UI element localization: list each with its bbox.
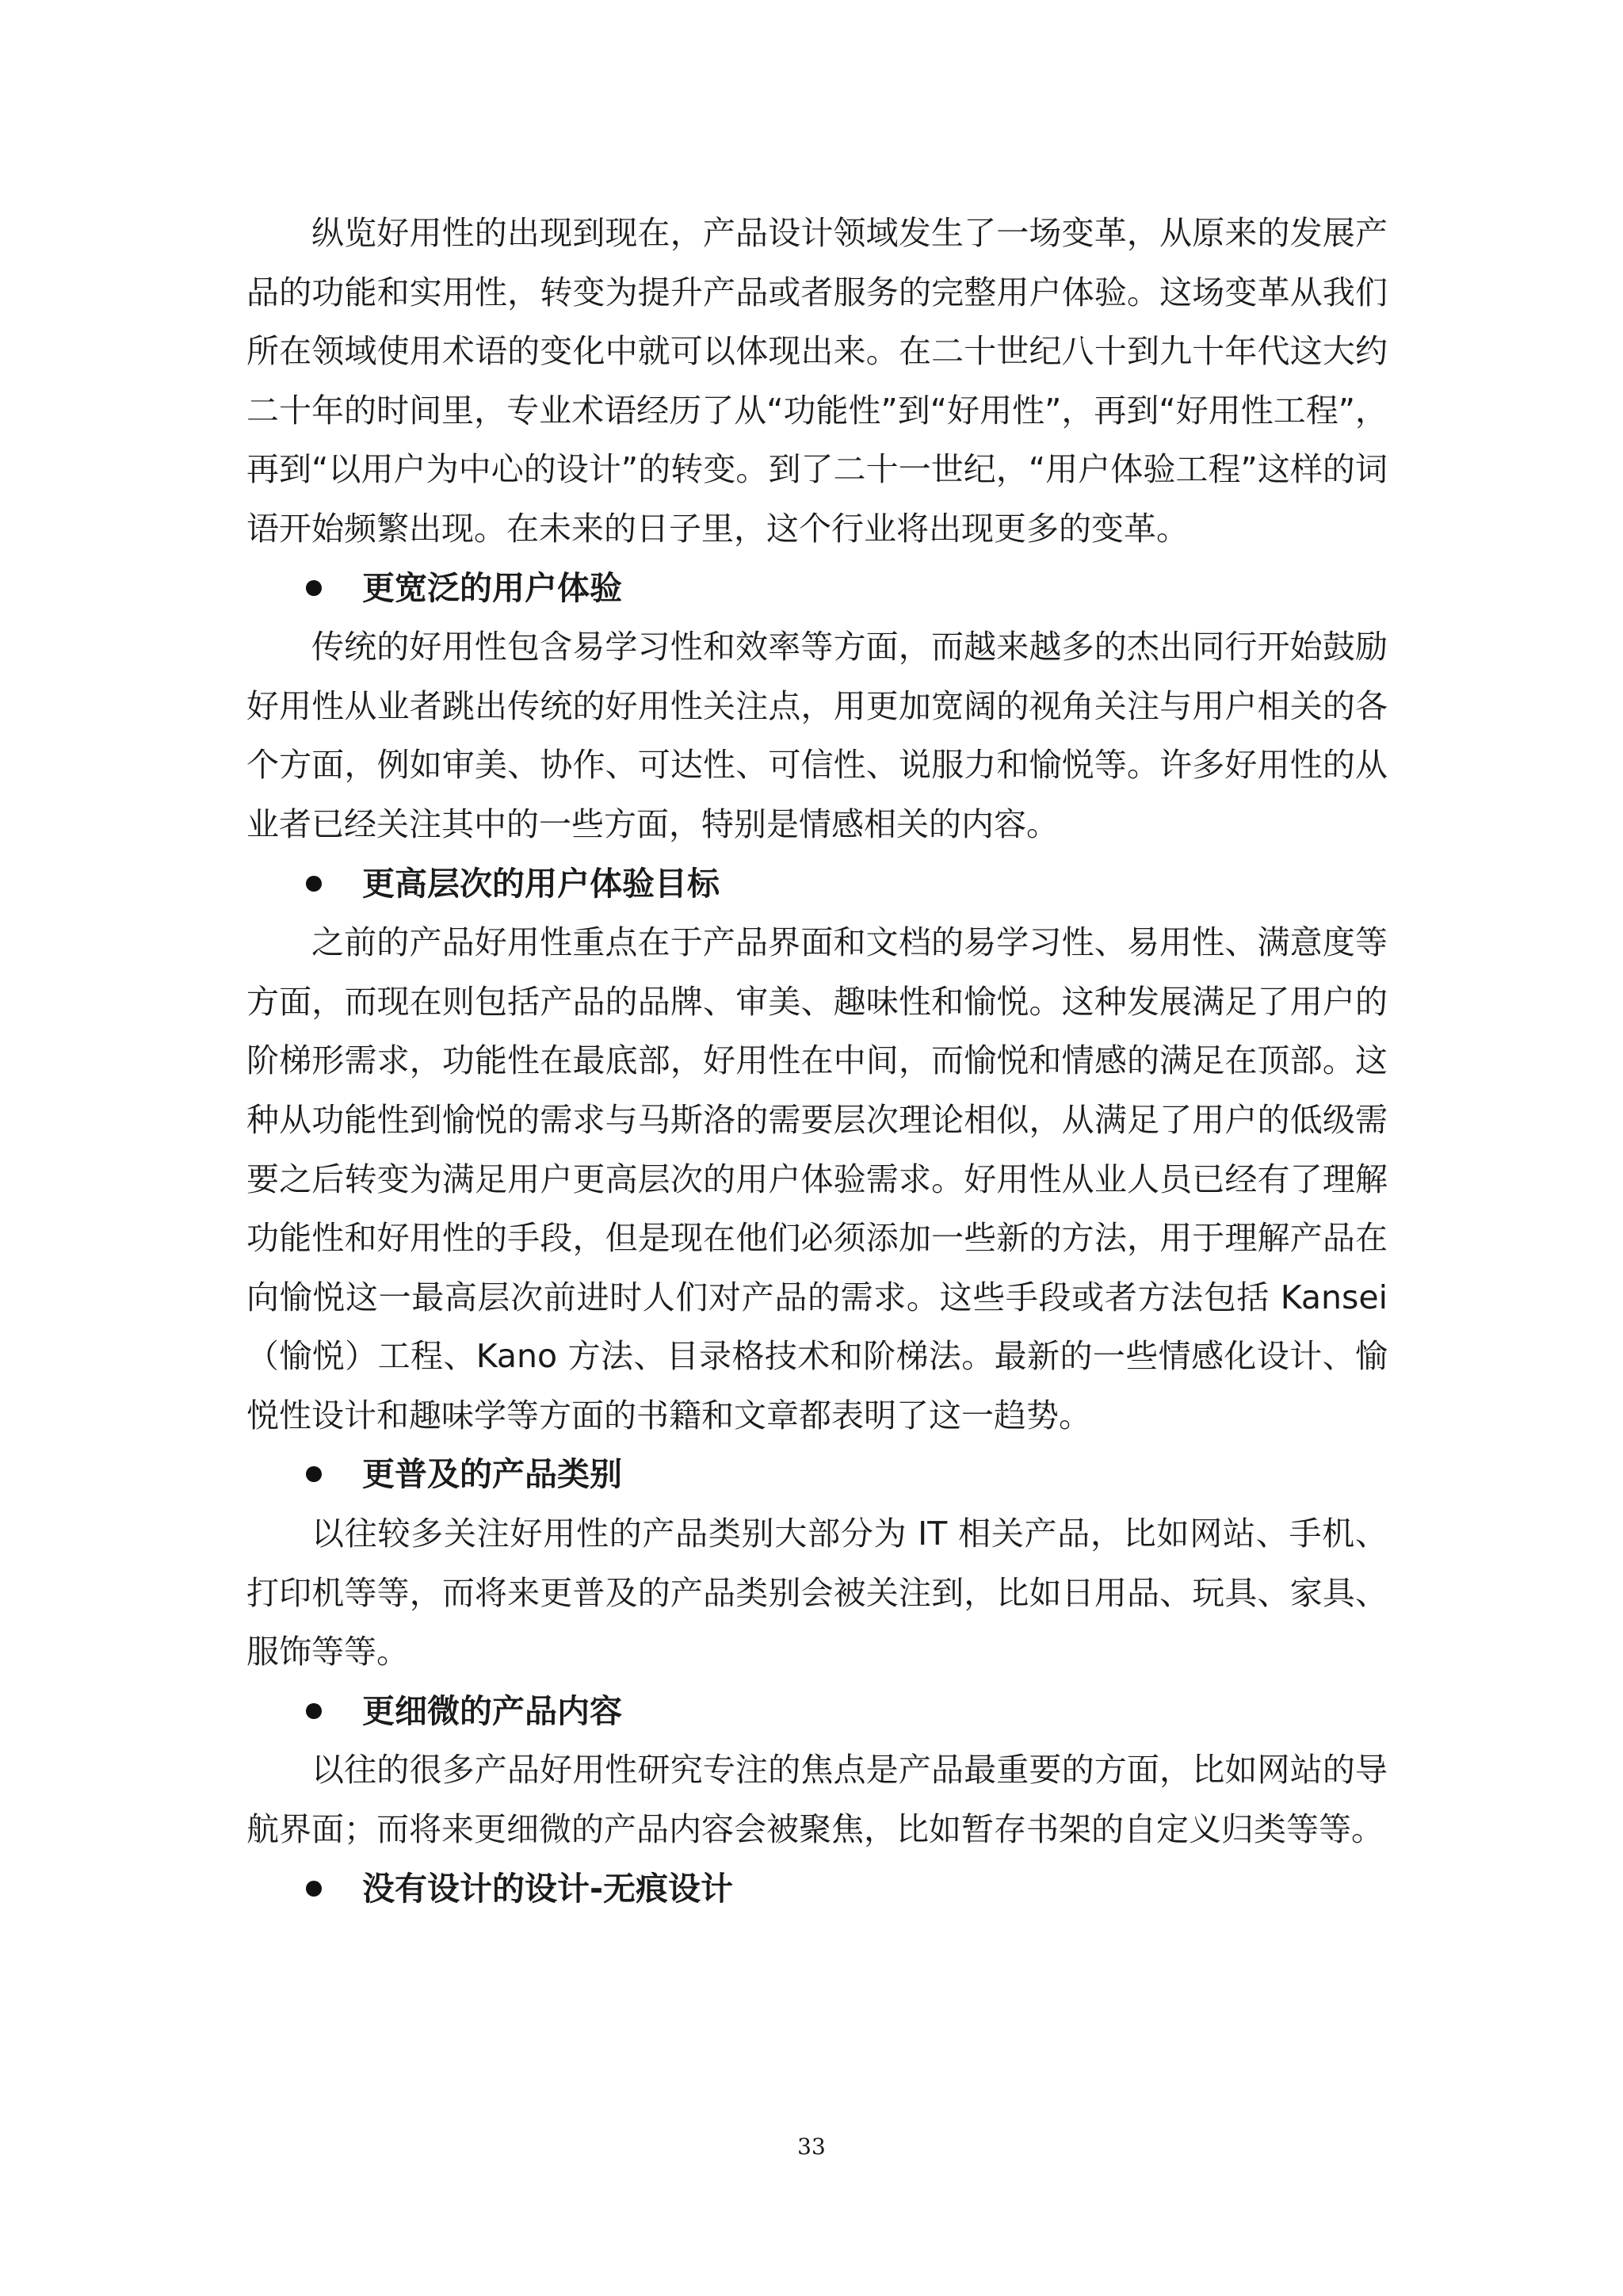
section-heading-broader-ux	[246, 559, 1388, 618]
bullet-icon	[306, 1466, 322, 1482]
section-heading-text: 没有设计的设计-无痕设计	[362, 1869, 734, 1908]
section-body-finer-content: 以往的很多产品好用性研究专注的焦点是产品最重要的方面，比如网站的导航界面；而将来更细微的产品内容会被聚焦，比如暂存书架的自定义归类等等。	[246, 1751, 1388, 1849]
section-heading-text: 更细微的产品内容	[362, 1691, 622, 1730]
section-heading-finer-content	[246, 1682, 1388, 1741]
section-heading-text: 更高层次的用户体验目标	[362, 864, 720, 903]
intro-paragraph: 纵览好用性的出现到现在，产品设计领域发生了一场变革，从原来的发展产品的功能和实用性，转变为提升产品或者服务的完整用户体验。这场变革从我们所在领域使用术语的变化中就可以体现出来。在二十世纪八十到九十年代这大约二十年的时间里，专业术语经历了从“功能性”到“好用性”，再到“好用性工程”，再到“以用户为中心的设计”的转变。到了二十一世纪，“用户体验工程”这样的词语开始频繁出现。在未来的日子里，这个行业将出现更多的变革。	[246, 214, 1388, 548]
body-text	[246, 204, 1388, 1918]
bullet-icon	[306, 1703, 322, 1719]
section-heading-text: 更普及的产品类别	[362, 1455, 622, 1494]
section-body-higher-goals: 之前的产品好用性重点在于产品界面和文档的易学习性、易用性、满意度等方面，而现在则包括产品的品牌、审美、趣味性和愉悦。这种发展满足了用户的阶梯形需求，功能性在最底部，好用性在中间，而愉悦和情感的满足在顶部。这种从功能性到愉悦的需求与马斯洛的需要层次理论相似，从满足了用户的低级需要之后转变为满足用户更高层次的用户体验需求。好用性从业人员已经有了理解功能性和好用性的手段，但是现在他们必须添加一些新的方法，用于理解产品在向愉悦这一最高层次前进时人们对产品的需求。这些手段或者方法包括 Kansei（愉悦）工程、Kano 方法、目录格技术和阶梯法。最新的一些情感化设计、愉悦性设计和趣味学等方面的书籍和文章都表明了这一趋势。	[246, 923, 1388, 1435]
bullet-icon	[306, 1881, 322, 1897]
section-body-broader-ux: 传统的好用性包含易学习性和效率等方面，而越来越多的杰出同行开始鼓励好用性从业者跳出传统的好用性关注点，用更加宽阔的视角关注与用户相关的各个方面，例如审美、协作、可达性、可信性、说服力和愉悦等。许多好用性的从业者已经关注其中的一些方面，特别是情感相关的内容。	[246, 628, 1388, 843]
bullet-icon	[306, 876, 322, 892]
bullet-icon	[306, 580, 322, 596]
section-heading-product-categories	[246, 1445, 1388, 1504]
section-heading-text: 更宽泛的用户体验	[362, 568, 622, 607]
section-heading-invisible-design	[246, 1859, 1388, 1919]
section-heading-higher-goals	[246, 854, 1388, 914]
page-number: 33	[797, 2134, 826, 2160]
section-body-product-categories: 以往较多关注好用性的产品类别大部分为 IT 相关产品，比如网站、手机、打印机等等，而将来更普及的产品类别会被关注到，比如日用品、玩具、家具、服饰等等。	[246, 1515, 1388, 1671]
